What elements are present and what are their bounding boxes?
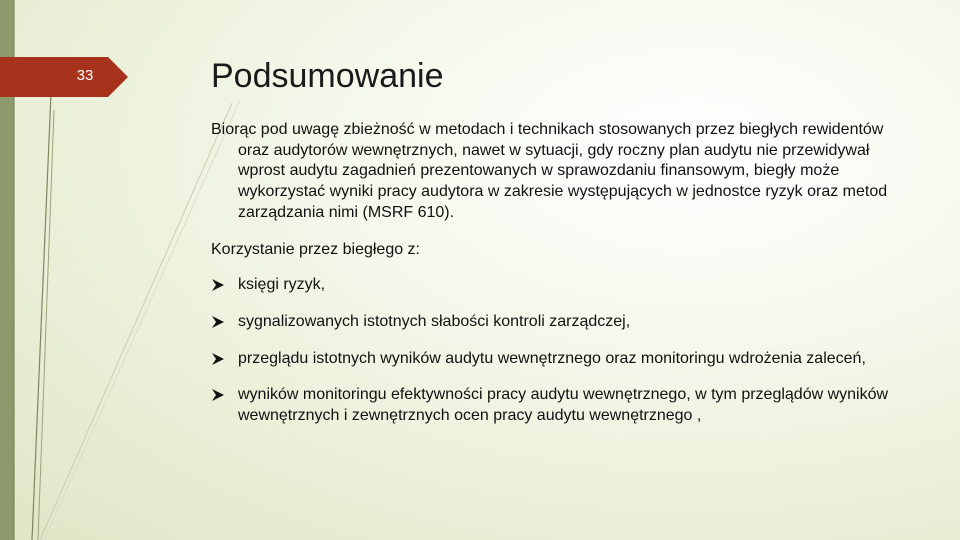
arrow-right-bullet-icon [211,352,225,366]
slide-number: 33 [76,67,94,84]
summary-paragraph: Biorąc pod uwagę zbieżność w metodach i technikach stosowanych przez biegłych rewidentów oraz audytorów wewnętrznych, nawet w sytuacji, gdy roczny plan audytu nie przewidywał wprost audytu zagadnień prezentowanych w sprawozdaniu finansowym, biegły może wykorzystać wyniki pracy audytora w zakresie występujących w jednostce ryzyk oraz metod zarządzania nimi (MSRF 610). [211,121,888,221]
list-item [211,275,911,296]
bullet-list [211,275,911,427]
bullet-text: przeglądu istotnych wyników audytu wewnętrznego oraz monitoringu wdrożenia zaleceń, [238,349,866,367]
decorative-line [32,70,52,540]
bullet-text: wyników monitoringu efektywności pracy audytu wewnętrznego, w tym przeglądów wyników wewnętrznych i zewnętrznych ocen pracy audytu wewnętrznego , [238,386,889,425]
list-item [211,349,911,370]
list-item [211,312,911,333]
bullet-text: księgi ryzyk, [238,276,326,294]
list-item [211,385,911,426]
slide-body [211,120,911,443]
arrow-right-bullet-icon [211,278,225,292]
bullet-text: sygnalizowanych istotnych słabości kontroli zarządczej, [238,312,631,330]
list-lead-text: Korzystanie przez biegłego z: [211,240,420,258]
slide-title: Podsumowanie [211,57,444,95]
arrow-right-bullet-icon [211,388,225,402]
arrow-right-bullet-icon [211,315,225,329]
